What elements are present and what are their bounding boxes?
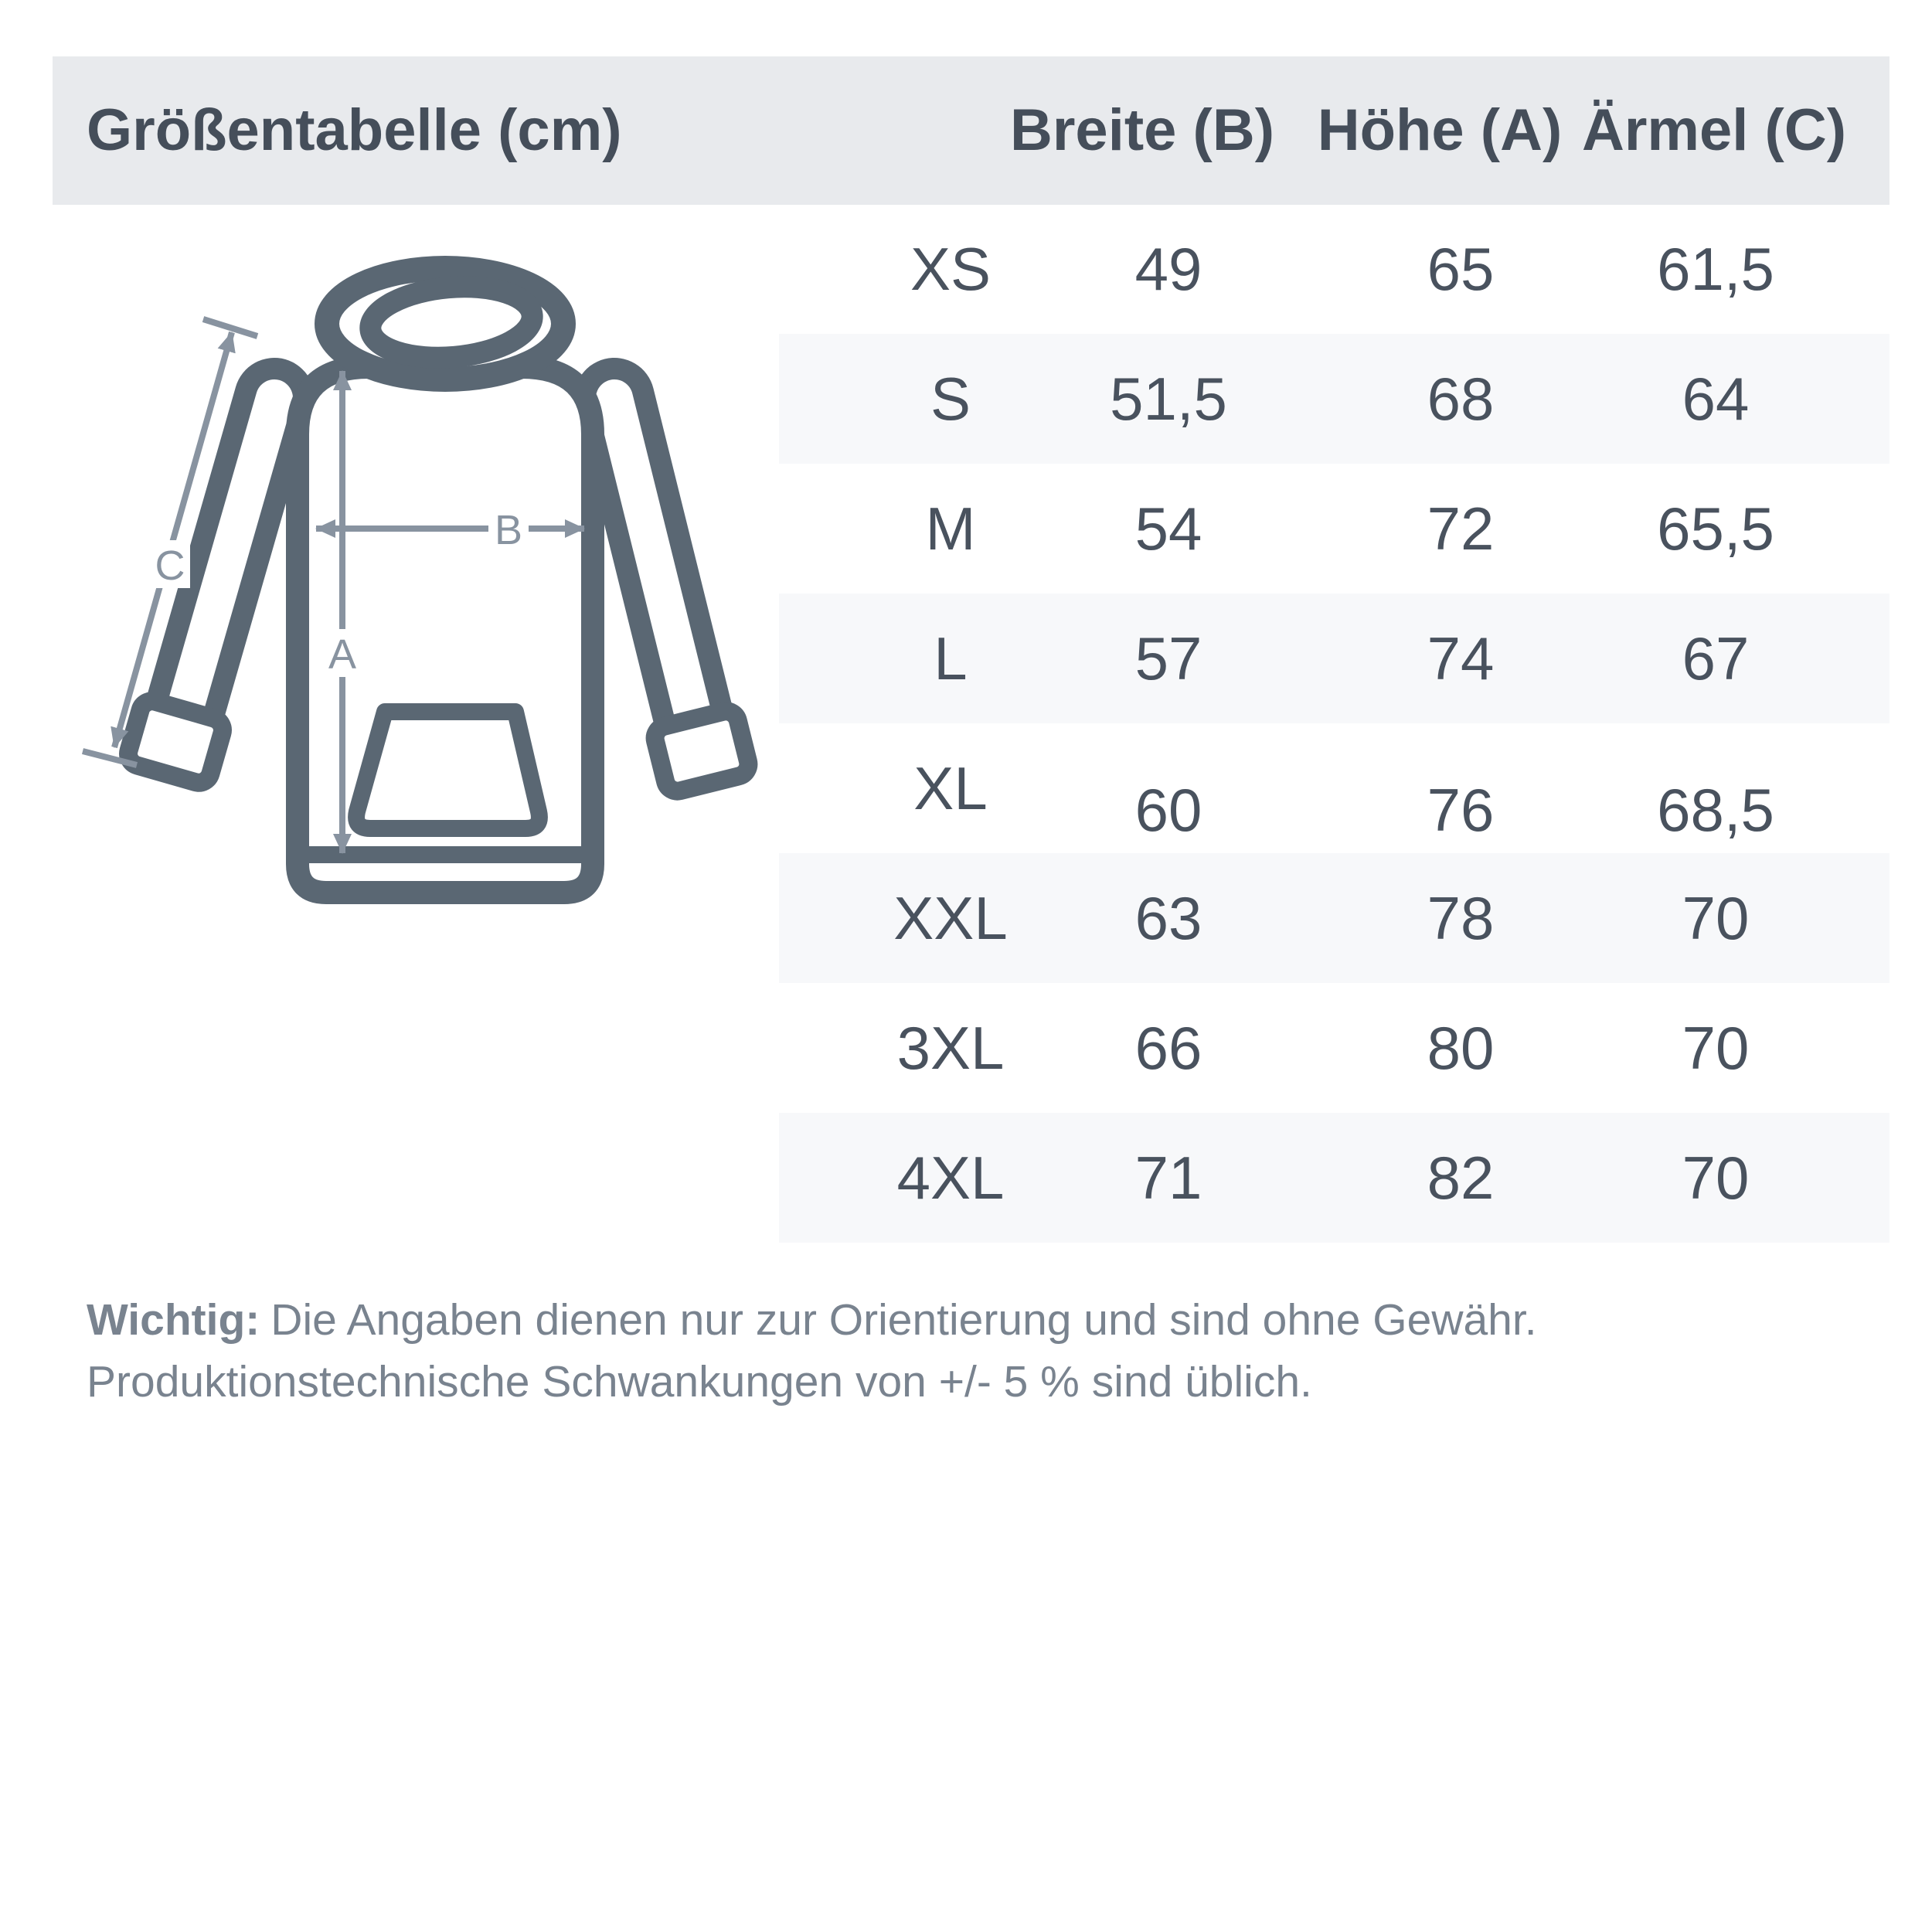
pocket-outline <box>356 712 539 828</box>
aermel-value: 68,5 <box>1657 776 1774 844</box>
breite-value: 71 <box>1134 1144 1202 1212</box>
aermel-value: 70 <box>1682 1144 1750 1212</box>
hoehe-value: 72 <box>1427 495 1495 563</box>
column-header-breite: Breite (B) <box>1009 97 1275 163</box>
aermel-value: 61,5 <box>1657 235 1774 303</box>
hoodie-measurement-diagram <box>46 232 804 927</box>
aermel-value: 67 <box>1682 624 1750 692</box>
hoehe-value: 78 <box>1427 884 1495 952</box>
table-row-xl <box>779 723 1889 853</box>
column-header-hoehe: Höhe (A) <box>1317 97 1563 163</box>
size-label: S <box>930 365 971 433</box>
size-label: 4XL <box>896 1144 1005 1212</box>
breite-value: 49 <box>1134 235 1202 303</box>
hoehe-value: 80 <box>1427 1014 1495 1082</box>
hoehe-value: 68 <box>1427 365 1495 433</box>
hoehe-value: 74 <box>1427 624 1495 692</box>
size-label: L <box>934 624 968 692</box>
size-label: XL <box>913 754 988 822</box>
hoehe-value: 76 <box>1427 776 1495 844</box>
right-cuff <box>652 709 751 794</box>
table-row-4xl <box>779 1113 1889 1243</box>
column-header-aermel: Ärmel (C) <box>1581 97 1847 163</box>
disclaimer-lead: Wichtig: <box>87 1295 260 1345</box>
width-label: B <box>494 507 523 553</box>
size-label: XXL <box>893 884 1008 952</box>
left-cuff <box>125 699 225 786</box>
breite-value: 66 <box>1134 1014 1202 1082</box>
aermel-value: 64 <box>1682 365 1750 433</box>
aermel-value: 70 <box>1682 1014 1750 1082</box>
hoodie-icon <box>125 268 750 893</box>
disclaimer-line-2: Produktionstechnische Schwankungen von +/- 5 % sind üblich. <box>87 1357 1312 1406</box>
breite-value: 57 <box>1134 624 1202 692</box>
hood-opening <box>367 281 535 364</box>
aermel-value: 70 <box>1682 884 1750 952</box>
table-row-m <box>779 464 1889 594</box>
disclaimer-line-1: Wichtig: Die Angaben dienen nur zur Orientierung und sind ohne Gewähr. <box>87 1295 1537 1345</box>
aermel-value: 65,5 <box>1657 495 1774 563</box>
table-row-3xl <box>779 983 1889 1113</box>
breite-value: 60 <box>1134 776 1202 844</box>
disclaimer-note <box>87 1289 1864 1413</box>
table-row-s <box>779 334 1889 464</box>
table-row-l <box>779 594 1889 723</box>
hoehe-value: 65 <box>1427 235 1495 303</box>
table-title: Größentabelle (cm) <box>87 97 622 163</box>
table-header <box>53 56 1889 205</box>
size-label: XS <box>910 235 992 303</box>
table-row-xs <box>779 204 1889 334</box>
breite-value: 54 <box>1134 495 1202 563</box>
sleeve-label: C <box>155 543 185 589</box>
breite-value: 51,5 <box>1110 365 1227 433</box>
height-label: A <box>328 631 357 678</box>
size-label: M <box>925 495 976 563</box>
table-row-xxl <box>779 853 1889 983</box>
breite-value: 63 <box>1134 884 1202 952</box>
size-label: 3XL <box>896 1014 1005 1082</box>
hoehe-value: 82 <box>1427 1144 1495 1212</box>
